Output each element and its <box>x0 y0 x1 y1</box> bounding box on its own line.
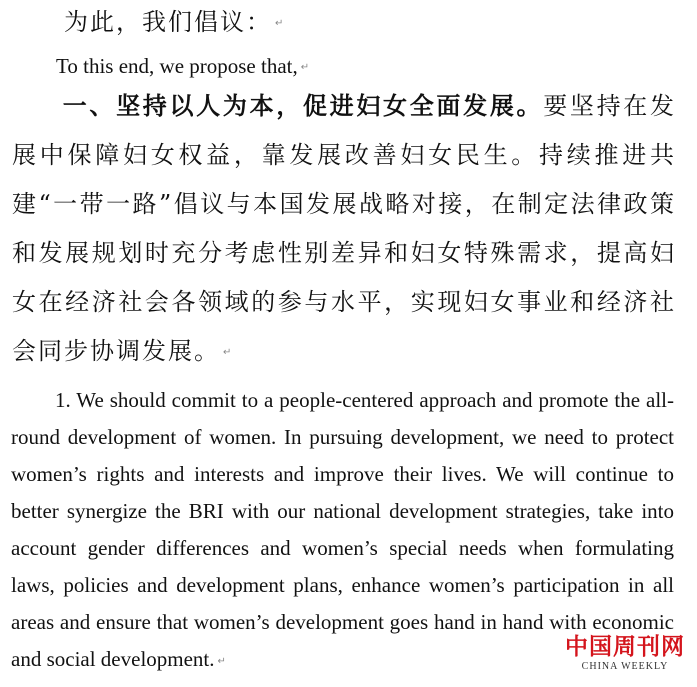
paragraph-mark-icon: ↵ <box>275 18 284 29</box>
paragraph-mark-icon: ↵ <box>223 347 232 358</box>
intro-chinese-line <box>64 0 684 48</box>
intro-english-line <box>56 52 676 82</box>
paragraph-mark-icon: ↵ <box>217 655 226 667</box>
chinese-paragraph-heading: 一、坚持以人为本，促进妇女全面发展。 <box>62 91 544 120</box>
english-paragraph-text: 1. We should commit to a people-centered approach and promote the all-round development of women. In pursuing development, we need to protect women’s rights and interests and improve their lives. We will continue to better synergize the BRI with our national development strategies, take into account gender differences and women’s special needs when formulating laws, policies and development plans, enhance women’s participation in all areas and ensure that women’s development goes hand in hand with economic and social development. <box>11 388 674 671</box>
paragraph-mark-icon: ↵ <box>300 62 310 74</box>
watermark-english-text: CHINA WEEKLY <box>581 661 669 672</box>
china-weekly-watermark <box>560 633 690 673</box>
intro-english-text: To this end, we propose that, <box>56 54 298 78</box>
chinese-paragraph <box>12 81 676 377</box>
chinese-paragraph-body: 要坚持在发展中保障妇女权益，靠发展改善妇女民生。持续推进共建“一带一路”倡议与本国发展战略对接，在制定法律政策和发展规划时充分考虑性别差异和妇女特殊需求，提高妇女在经济社会各领域的参与水平，实现妇女事业和经济社会同步协调发展。 <box>12 92 677 365</box>
intro-chinese-text: 为此，我们倡议： <box>64 8 272 36</box>
watermark-chinese-text: 中国周刊网 <box>565 633 685 660</box>
